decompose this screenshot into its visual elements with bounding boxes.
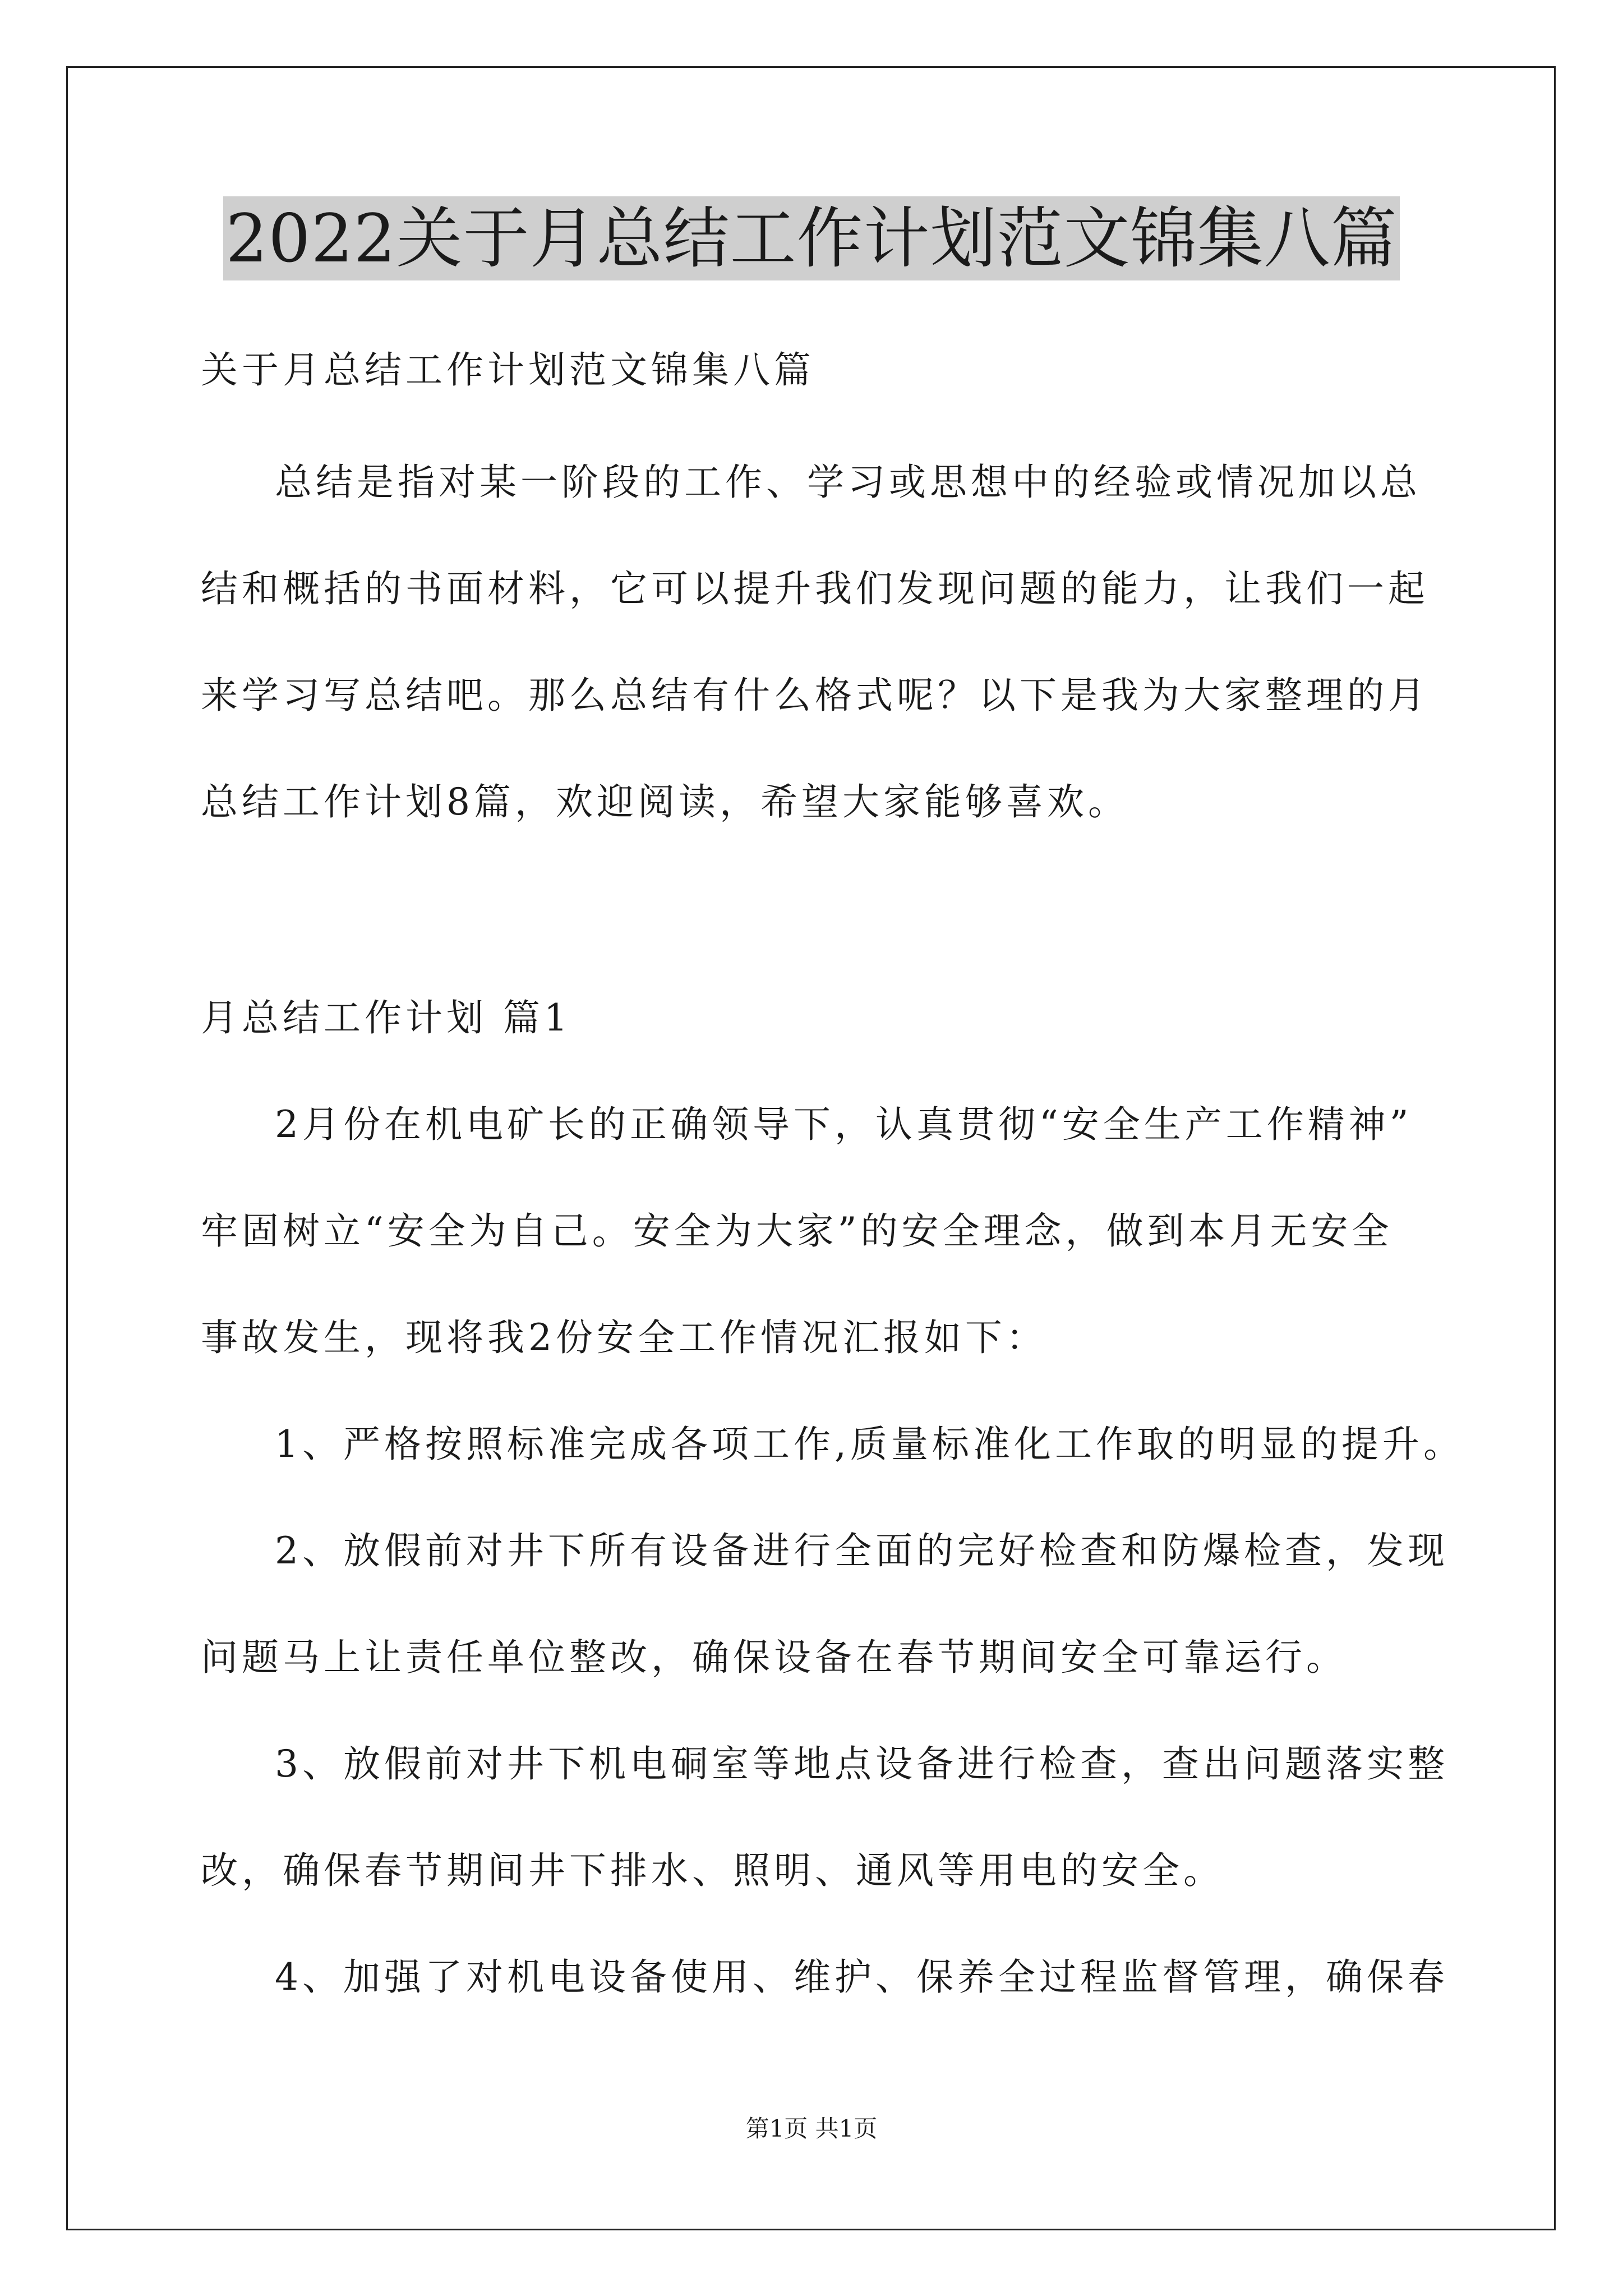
title-container: [0, 196, 1623, 280]
body-line: 3、放假前对井下机电硐室等地点设备进行检查，查出问题落实整: [275, 1742, 1449, 1786]
document-title: 2022关于月总结工作计划范文锦集八篇: [223, 196, 1399, 280]
section-heading: 月总结工作计划 篇1: [201, 996, 571, 1039]
page-number-footer: 第1页 共1页: [745, 2115, 878, 2142]
body-line: 2月份在机电矿长的正确领导下，认真贯彻“安全生产工作精神”: [275, 1103, 1413, 1146]
intro-line: 总结是指对某一阶段的工作、学习或思想中的经验或情况加以总: [275, 461, 1421, 504]
body-line: 1、严格按照标准完成各项工作,质量标准化工作取的明显的提升。: [275, 1423, 1464, 1466]
intro-line: 总结工作计划8篇，欢迎阅读，希望大家能够喜欢。: [201, 780, 1129, 823]
document-subtitle: 关于月总结工作计划范文锦集八篇: [201, 348, 815, 392]
body-line: 2、放假前对井下所有设备进行全面的完好检查和防爆检查，发现: [275, 1529, 1449, 1572]
body-line: 事故发生，现将我2份安全工作情况汇报如下：: [201, 1316, 1047, 1359]
body-line: 4、加强了对机电设备使用、维护、保养全过程监督管理，确保春: [275, 1955, 1449, 1999]
body-line: 问题马上让责任单位整改，确保设备在春节期间安全可靠运行。: [201, 1636, 1347, 1679]
intro-line: 结和概括的书面材料，它可以提升我们发现问题的能力，让我们一起: [201, 567, 1429, 610]
body-line: 改，确保春节期间井下排水、照明、通风等用电的安全。: [201, 1849, 1224, 1892]
body-line: 牢固树立“安全为自己。安全为大家”的安全理念，做到本月无安全: [201, 1209, 1393, 1253]
intro-line: 来学习写总结吧。那么总结有什么格式呢？以下是我为大家整理的月: [201, 674, 1429, 717]
